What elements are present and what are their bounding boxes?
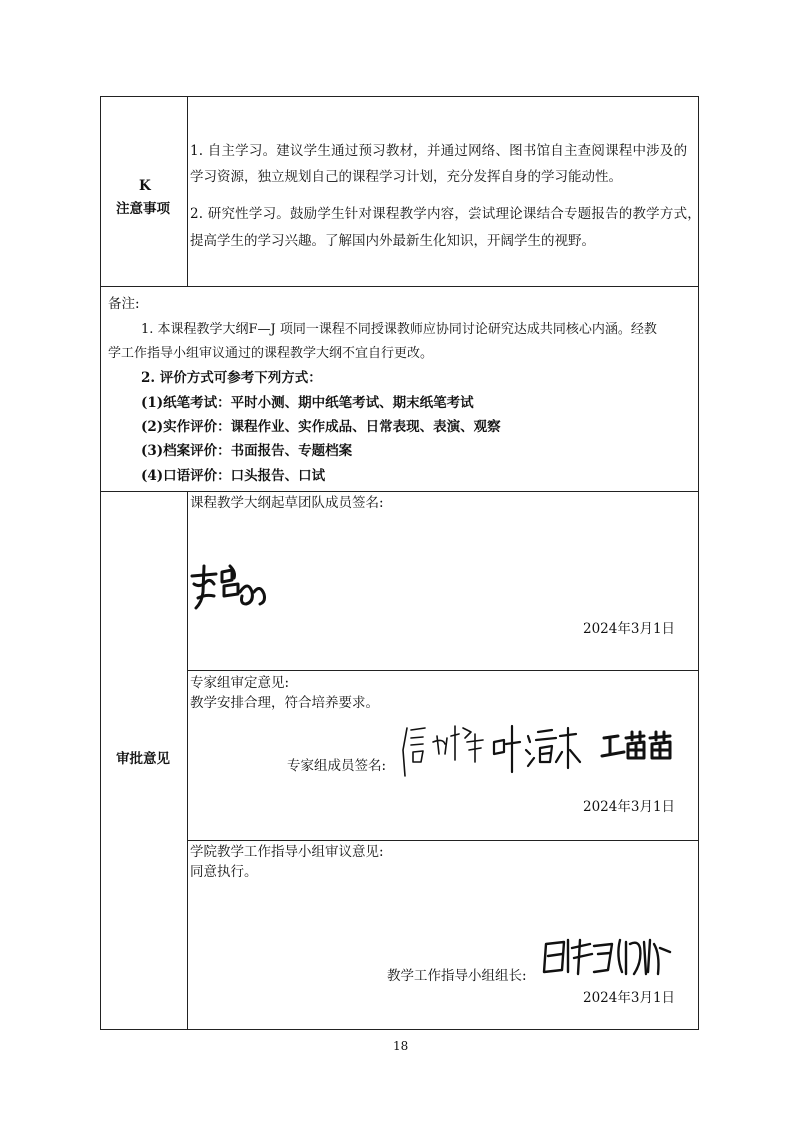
expert-date: 2024年3月1日 bbox=[583, 799, 676, 815]
notes-item1-line1: 1. 自主学习。建议学生通过预习教材，并通过网络、图书馆自主查阅课程中涉及的 bbox=[190, 143, 688, 159]
notes-label-letter: K bbox=[139, 178, 151, 194]
expert-signature-3-drawing bbox=[600, 728, 682, 764]
remarks-line4: (1)纸笔考试：平时小测、期中纸笔考试、期末纸笔考试 bbox=[141, 395, 474, 411]
remarks-line7: (4)口语评价：口头报告、口试 bbox=[141, 468, 326, 484]
expert-signature-3 bbox=[600, 728, 682, 764]
remarks-line3: 2. 评价方式可参考下列方式： bbox=[141, 370, 322, 386]
row-divider-remarks bbox=[100, 491, 699, 492]
expert-signature-1-drawing bbox=[399, 720, 494, 778]
page-number: 18 bbox=[393, 1039, 409, 1053]
remarks-line2: 学工作指导小组审议通过的课程教学大纲不宜自行更改。 bbox=[108, 346, 434, 361]
expert-heading: 专家组审定意见: bbox=[190, 675, 290, 691]
remarks-title: 备注: bbox=[108, 296, 140, 312]
remarks-line1: 1. 本课程教学大纲F—J 项同一课程不同授课教师应协同讨论研究达成共同核心内涵。经教 bbox=[141, 322, 657, 337]
remarks-line5: (2)实作评价：课程作业、实作成品、日常表现、表演、观察 bbox=[141, 419, 501, 435]
college-date: 2024年3月1日 bbox=[583, 990, 676, 1006]
drafting-heading: 课程教学大纲起草团队成员签名: bbox=[190, 495, 384, 511]
notes-label: 注意事项 bbox=[116, 201, 170, 217]
column-divider-notes bbox=[187, 96, 188, 287]
expert-signature-1 bbox=[399, 720, 494, 778]
approval-label: 审批意见 bbox=[116, 751, 170, 767]
drafting-date: 2024年3月1日 bbox=[583, 621, 676, 637]
drafting-signature-drawing bbox=[188, 562, 272, 614]
expert-signature-2 bbox=[490, 722, 582, 774]
remarks-line6: (3)档案评价：书面报告、专题档案 bbox=[141, 443, 353, 459]
notes-item1-line2: 学习资源，独立规划自己的课程学习计划，充分发挥自身的学习能动性。 bbox=[190, 169, 622, 185]
row-divider-college bbox=[187, 840, 699, 841]
row-divider-expert bbox=[187, 670, 699, 671]
notes-item2-line2: 提高学生的学习兴趣。了解国内外最新生化知识，开阔学生的视野。 bbox=[190, 233, 595, 249]
expert-sign-label: 专家组成员签名: bbox=[287, 758, 387, 774]
expert-signature-2-drawing bbox=[490, 722, 582, 774]
row-divider-notes bbox=[100, 286, 699, 287]
notes-item2-line1: 2. 研究性学习。鼓励学生针对课程教学内容，尝试理论课结合专题报告的教学方式， bbox=[190, 206, 701, 222]
college-signature bbox=[538, 934, 672, 978]
expert-opinion: 教学安排合理，符合培养要求。 bbox=[190, 695, 379, 711]
college-sign-label: 教学工作指导小组组长: bbox=[387, 968, 527, 984]
college-heading: 学院教学工作指导小组审议意见: bbox=[190, 844, 384, 860]
drafting-signature bbox=[188, 562, 272, 614]
college-signature-drawing bbox=[538, 934, 672, 978]
college-opinion: 同意执行。 bbox=[190, 864, 258, 880]
